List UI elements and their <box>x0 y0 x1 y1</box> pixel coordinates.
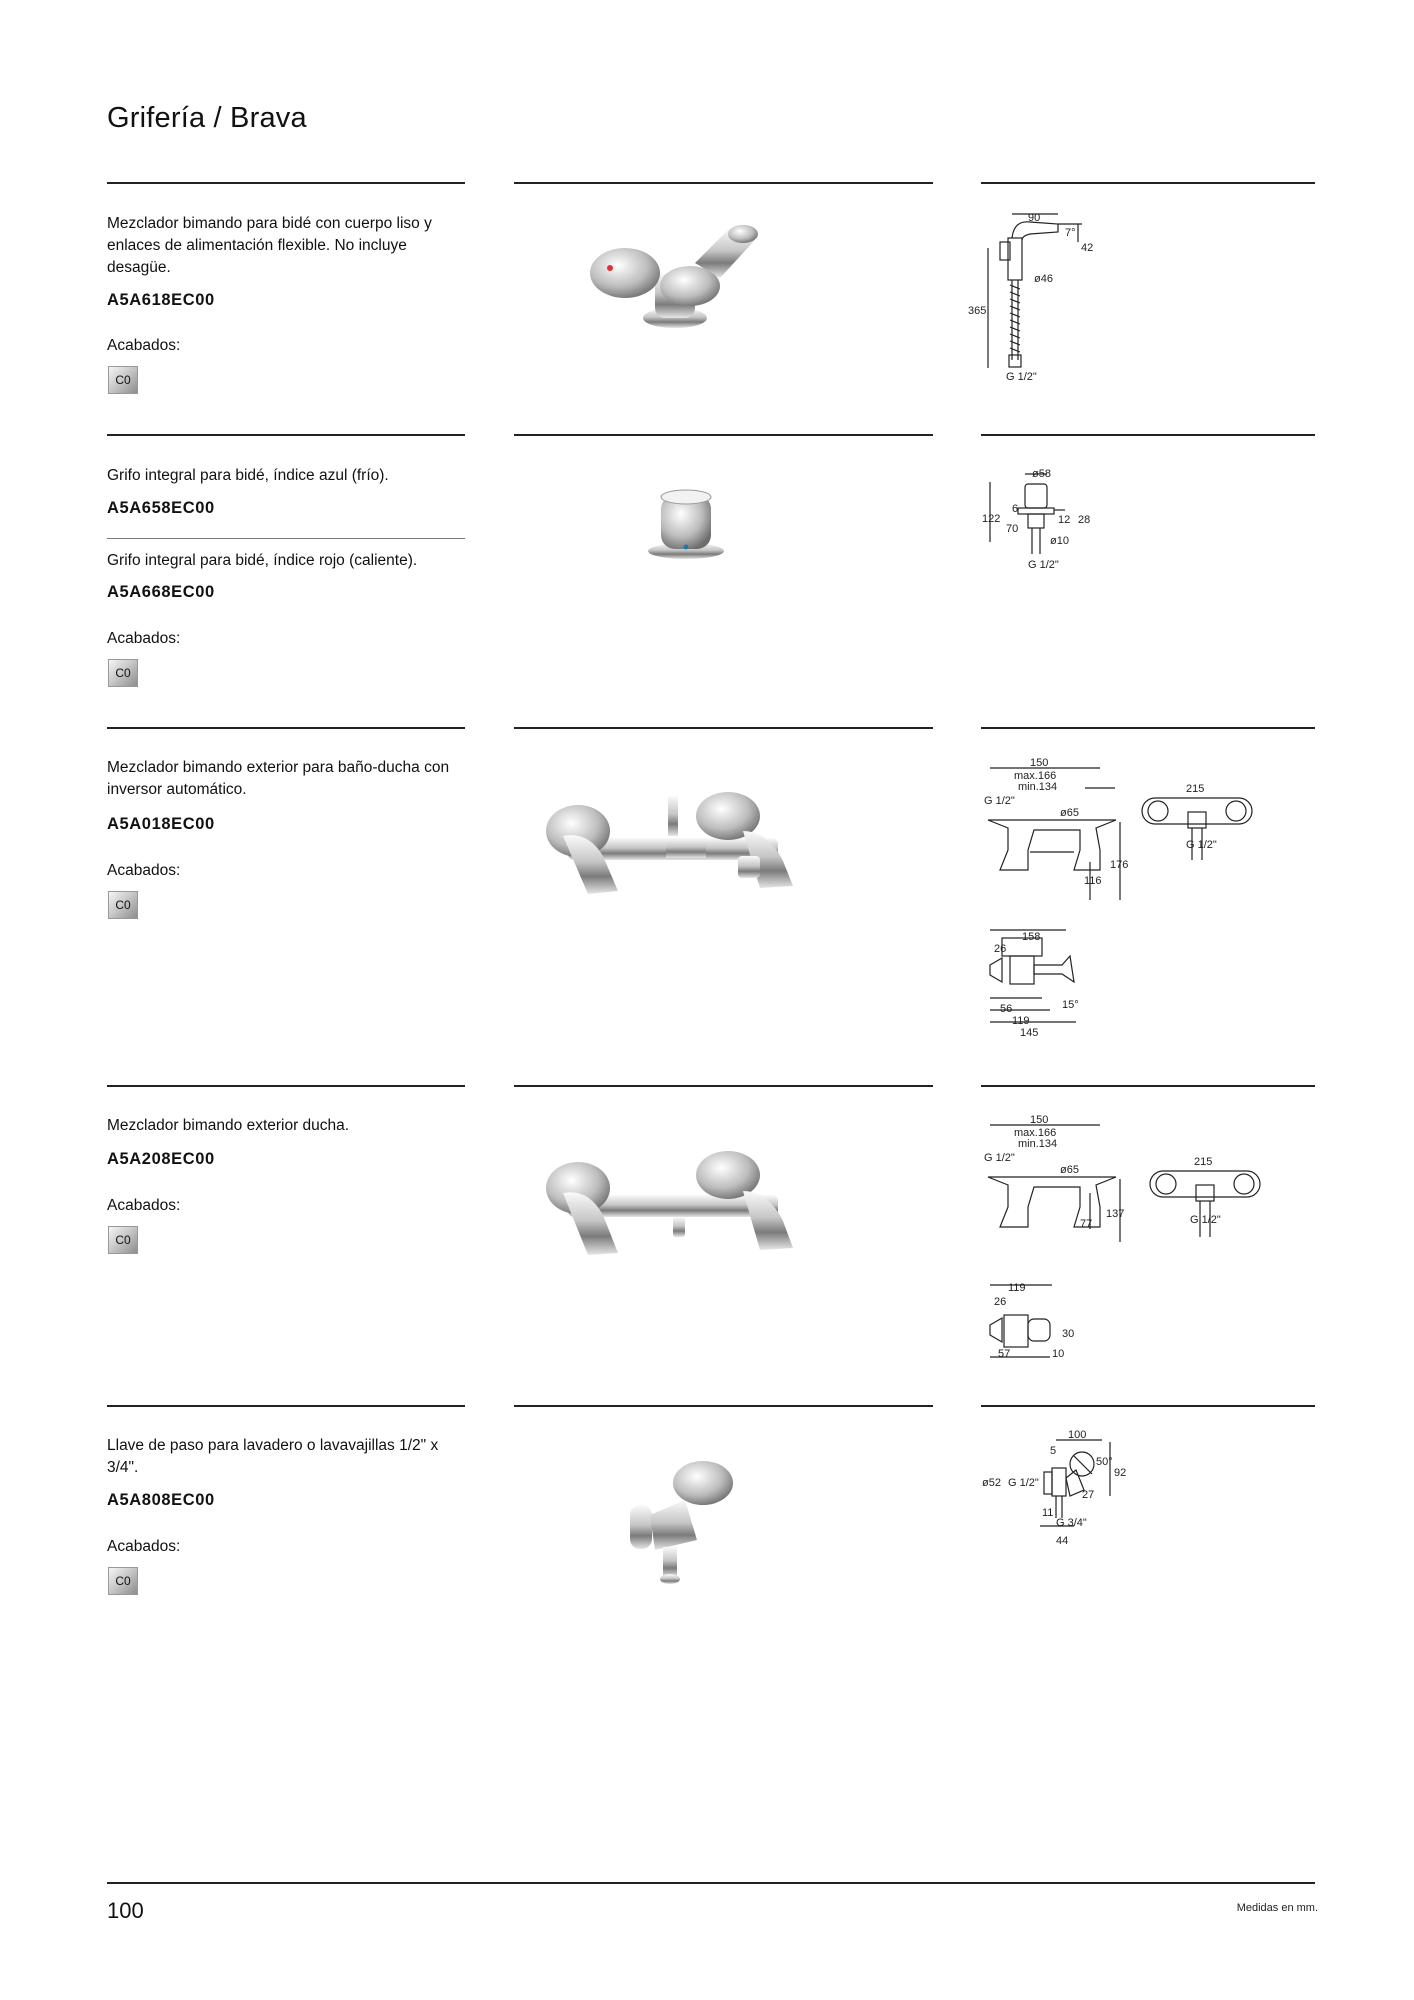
dim-label: ø65 <box>1060 1164 1079 1176</box>
finish-swatch-chrome: C0 <box>108 891 138 919</box>
product-description: Grifo integral para bidé, índice rojo (caliente). <box>107 552 418 569</box>
bidet-tap-photo <box>636 483 736 563</box>
section-rule-right <box>981 727 1315 729</box>
dim-label: ø10 <box>1050 535 1069 547</box>
dim-label: 6 <box>1012 503 1019 515</box>
dim-label: 7° <box>1065 227 1076 239</box>
dim-label: G 1/2" <box>1006 371 1037 383</box>
product-code: A5A808EC00 <box>107 1491 215 1509</box>
bidet-mixer-photo <box>580 218 770 343</box>
finishes-label: Acabados: <box>107 337 181 354</box>
product-description: Mezclador bimando para bidé con cuerpo liso y enlaces de alimentación flexible. No incluye desagüe. <box>107 215 432 276</box>
product-divider <box>107 538 465 539</box>
dim-label: G 1/2" <box>1190 1214 1221 1226</box>
section-rule-right <box>981 182 1315 184</box>
dim-label: 12 <box>1058 514 1071 526</box>
dim-label: 119 <box>1008 1282 1026 1294</box>
bath-shower-mixer-drawing <box>970 757 1280 1050</box>
dim-label: 100 <box>1068 1429 1087 1441</box>
dim-label: 15° <box>1062 999 1079 1011</box>
stop-valve-photo <box>625 1455 745 1595</box>
dim-label: ø65 <box>1060 807 1079 819</box>
section-rule-middle <box>514 1085 933 1087</box>
shower-mixer-drawing <box>970 1114 1280 1367</box>
dim-label: max.166 <box>1014 770 1057 782</box>
dim-label: 44 <box>1056 1535 1069 1547</box>
dim-label: G 3/4" <box>1056 1517 1087 1529</box>
bidet-tap-drawing <box>970 462 1110 577</box>
dim-label: 365 <box>968 305 987 317</box>
dim-label: 30 <box>1062 1328 1075 1340</box>
dim-label: ø52 <box>982 1477 1001 1489</box>
dim-label: ø58 <box>1032 468 1051 480</box>
dim-label: 150 <box>1030 757 1049 769</box>
section-rule-left <box>107 1085 465 1087</box>
finish-swatch-chrome: C0 <box>108 1226 138 1254</box>
product-code: A5A658EC00 <box>107 499 215 517</box>
dim-label: 116 <box>1084 875 1102 887</box>
dim-label: 26 <box>994 1296 1007 1308</box>
finish-swatch-chrome: C0 <box>108 659 138 687</box>
finishes-label: Acabados: <box>107 1538 181 1555</box>
footer-rule <box>107 1882 1315 1884</box>
page-number: 100 <box>107 1898 144 1923</box>
dim-label: 122 <box>982 513 1001 525</box>
product-description: Mezclador bimando exterior ducha. <box>107 1117 350 1134</box>
dim-label: 137 <box>1106 1208 1125 1220</box>
dim-label: 5 <box>1050 1445 1057 1457</box>
product-description: Grifo integral para bidé, índice azul (frío). <box>107 467 389 484</box>
product-code: A5A618EC00 <box>107 291 215 309</box>
dim-label: 158 <box>1022 931 1041 943</box>
dim-label: G 1/2" <box>1186 839 1217 851</box>
dim-label: 26 <box>994 943 1007 955</box>
finishes-label: Acabados: <box>107 1197 181 1214</box>
section-rule-left <box>107 727 465 729</box>
dim-label: 11 <box>1042 1507 1054 1519</box>
units-footnote: Medidas en mm. <box>1236 1902 1318 1914</box>
dim-label: 176 <box>1110 859 1129 871</box>
dim-label: 10 <box>1052 1348 1065 1360</box>
dim-label: 42 <box>1081 242 1094 254</box>
shower-mixer-photo <box>528 1133 818 1268</box>
section-rule-right <box>981 434 1315 436</box>
product-code: A5A208EC00 <box>107 1150 215 1168</box>
dim-label: min.134 <box>1018 781 1058 793</box>
dim-label: 70 <box>1006 523 1019 535</box>
product-code: A5A668EC00 <box>107 583 215 601</box>
section-rule-right <box>981 1405 1315 1407</box>
dim-label: 215 <box>1186 783 1205 795</box>
finishes-label: Acabados: <box>107 630 181 647</box>
bath-shower-mixer-photo <box>528 776 818 906</box>
dim-label: 28 <box>1078 514 1091 526</box>
section-rule-middle <box>514 727 933 729</box>
section-rule-left <box>107 1405 465 1407</box>
dim-label: 90 <box>1028 212 1041 224</box>
finishes-label: Acabados: <box>107 862 181 879</box>
dim-label: 119 <box>1012 1015 1030 1027</box>
dim-label: 50° <box>1096 1456 1113 1468</box>
dim-label: 77 <box>1080 1218 1093 1230</box>
section-rule-middle <box>514 434 933 436</box>
section-rule-left <box>107 434 465 436</box>
dim-label: 215 <box>1194 1156 1213 1168</box>
dim-label: 92 <box>1114 1467 1127 1479</box>
dim-label: 27 <box>1082 1489 1095 1501</box>
dim-label: G 1/2" <box>1028 559 1059 571</box>
dim-label: ø46 <box>1034 273 1053 285</box>
bidet-mixer-drawing <box>970 210 1110 385</box>
finish-swatch-chrome: C0 <box>108 366 138 394</box>
section-rule-left <box>107 182 465 184</box>
section-rule-middle <box>514 1405 933 1407</box>
dim-label: max.166 <box>1014 1127 1057 1139</box>
dim-label: 57 <box>998 1348 1011 1360</box>
section-rule-right <box>981 1085 1315 1087</box>
section-rule-middle <box>514 182 933 184</box>
dim-label: 145 <box>1020 1027 1039 1039</box>
dim-label: 150 <box>1030 1114 1049 1126</box>
dim-label: G 1/2" <box>1008 1477 1039 1489</box>
page-title: Grifería / Brava <box>107 102 307 134</box>
stop-valve-drawing <box>970 1430 1140 1560</box>
product-code: A5A018EC00 <box>107 815 215 833</box>
dim-label: min.134 <box>1018 1138 1058 1150</box>
dim-label: G 1/2" <box>984 795 1015 807</box>
finish-swatch-chrome: C0 <box>108 1567 138 1595</box>
product-description: Llave de paso para lavadero o lavavajillas 1/2" x 3/4". <box>107 1437 439 1476</box>
product-description: Mezclador bimando exterior para baño-ducha con inversor automático. <box>107 759 450 798</box>
dim-label: G 1/2" <box>984 1152 1015 1164</box>
dim-label: 56 <box>1000 1003 1013 1015</box>
